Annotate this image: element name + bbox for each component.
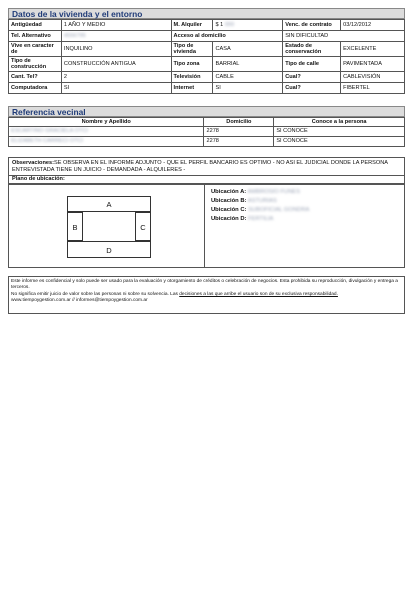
block-c: C [135,212,151,241]
block-a: A [67,196,151,212]
block-d: D [67,241,151,258]
vecino-conoce: SI CONOCE [274,137,405,147]
field-label: Venc. de contrato [283,20,341,31]
field-value: CASA [213,42,283,57]
vecino-domicilio: 2278 [204,127,274,137]
table-row [9,57,405,72]
field-label: Tipo zona [171,57,213,72]
field-value: CONSTRUCCIÓN ANTIGUA [61,57,171,72]
table-row [9,127,405,137]
table-row [9,20,405,31]
field-value: SI [213,83,283,94]
field-value: SI [61,83,171,94]
block-b: B [67,212,83,241]
col-header-nombre: Nombre y Apellido [9,118,204,127]
field-label: M. Alquiler [171,20,213,31]
field-value: INQUILINO [61,42,171,57]
field-value: 03/12/2012 [341,20,405,31]
ubicaciones-list [205,185,406,267]
ubicacion-d: Ubicación D: FERTILIA [211,216,274,222]
field-label: Tipo de construcción [9,57,62,72]
table-row [9,83,405,94]
field-value: 4556795 [61,31,171,42]
field-label: Antigüedad [9,20,62,31]
field-label: Tel. Alternativo [9,31,62,42]
field-value: FIBERTEL [341,83,405,94]
field-label: Cant. Tel? [9,72,62,83]
vecino-nombre: ESCARTINO GRACIELA OTCI [9,127,204,137]
ubicacion-a: Ubicación A: AMBROSIO FUNES [211,189,301,195]
disclaimer-line-2: No significa emitir juicio de valor sobre las personas ni sobre su solvencia. Las decisiones a las que arribe el usuario son de su exclusiva responsabilidad. [11,292,338,297]
field-value: 1 AÑO Y MEDIO [61,20,171,31]
field-label: Cual? [283,72,341,83]
vecino-conoce: SI CONOCE [274,127,405,137]
field-value: $ 1 000 [213,20,283,31]
field-label: Tipo de calle [283,57,341,72]
disclaimer-line-1: Este informe es confidencial y solo puede ser usado para la evaluación y otorgamiento de créditos o celebración de negocios. Esta prohibida su reproducción, divulgación y entrega a terceros. [11,279,398,290]
field-label: Cual? [283,83,341,94]
field-label: Tipo de vivienda [171,42,213,57]
observaciones-label: Observaciones: [12,160,54,166]
referencia-table [8,117,405,147]
vecino-domicilio: 2278 [204,137,274,147]
field-value: CABLEVISIÓN [341,72,405,83]
field-value: PAVIMENTADA [341,57,405,72]
plano-label: Plano de ubicación: [8,176,405,184]
field-value: CABLE [213,72,283,83]
field-label: Computadora [9,83,62,94]
field-value: 2 [61,72,171,83]
table-row [9,31,405,42]
section-title-referencia: Referencia vecinal [8,106,405,117]
field-label: Acceso al domicilio [171,31,283,42]
col-header-domicilio: Domicilio [204,118,274,127]
website-link[interactable]: www.tiempoygestion.com.ar [11,298,71,303]
field-label: Televisión [171,72,213,83]
field-value: SIN DIFICULTAD [283,31,405,42]
table-row [9,42,405,57]
table-row [9,137,405,147]
plano-diagram [9,185,205,267]
field-label: Estado de conservación [283,42,341,57]
email-link[interactable]: informes@tiempoygestion.com.ar [76,298,148,303]
section-title-vivienda: Datos de la vivienda y el entorno [8,8,405,19]
observaciones-text: SE OBSERVA EN EL INFORME ADJUNTO - QUE EL PERFIL BANCARIO ES OPTIMO - NO ASI EL JUDICIAL DONDE LA PERSONA ENTREVISTADA TIENE UN JUICIO - DEMANDADA - ALQUILERES - [12,160,388,173]
field-label: Internet [171,83,213,94]
ubicacion-c: Ubicación C: SUBOFICIAL GONDRA [211,207,310,213]
col-header-conoce: Conoce a la persona [274,118,405,127]
vecino-nombre: ELIZABETH CARRECI OTCI [9,137,204,147]
disclaimer-footer [8,276,405,314]
contact-line: www.tiempoygestion.com.ar // informes@tiempoygestion.com.ar [11,298,148,303]
plano-ubicacion [8,184,405,268]
field-value: BARRIAL [213,57,283,72]
field-value: EXCELENTE [341,42,405,57]
field-label: Vive en caracter de [9,42,62,57]
vivienda-table [8,19,405,94]
table-row [9,72,405,83]
observaciones-box [8,157,405,176]
ubicacion-b: Ubicación B: ASTURIAS [211,198,277,204]
